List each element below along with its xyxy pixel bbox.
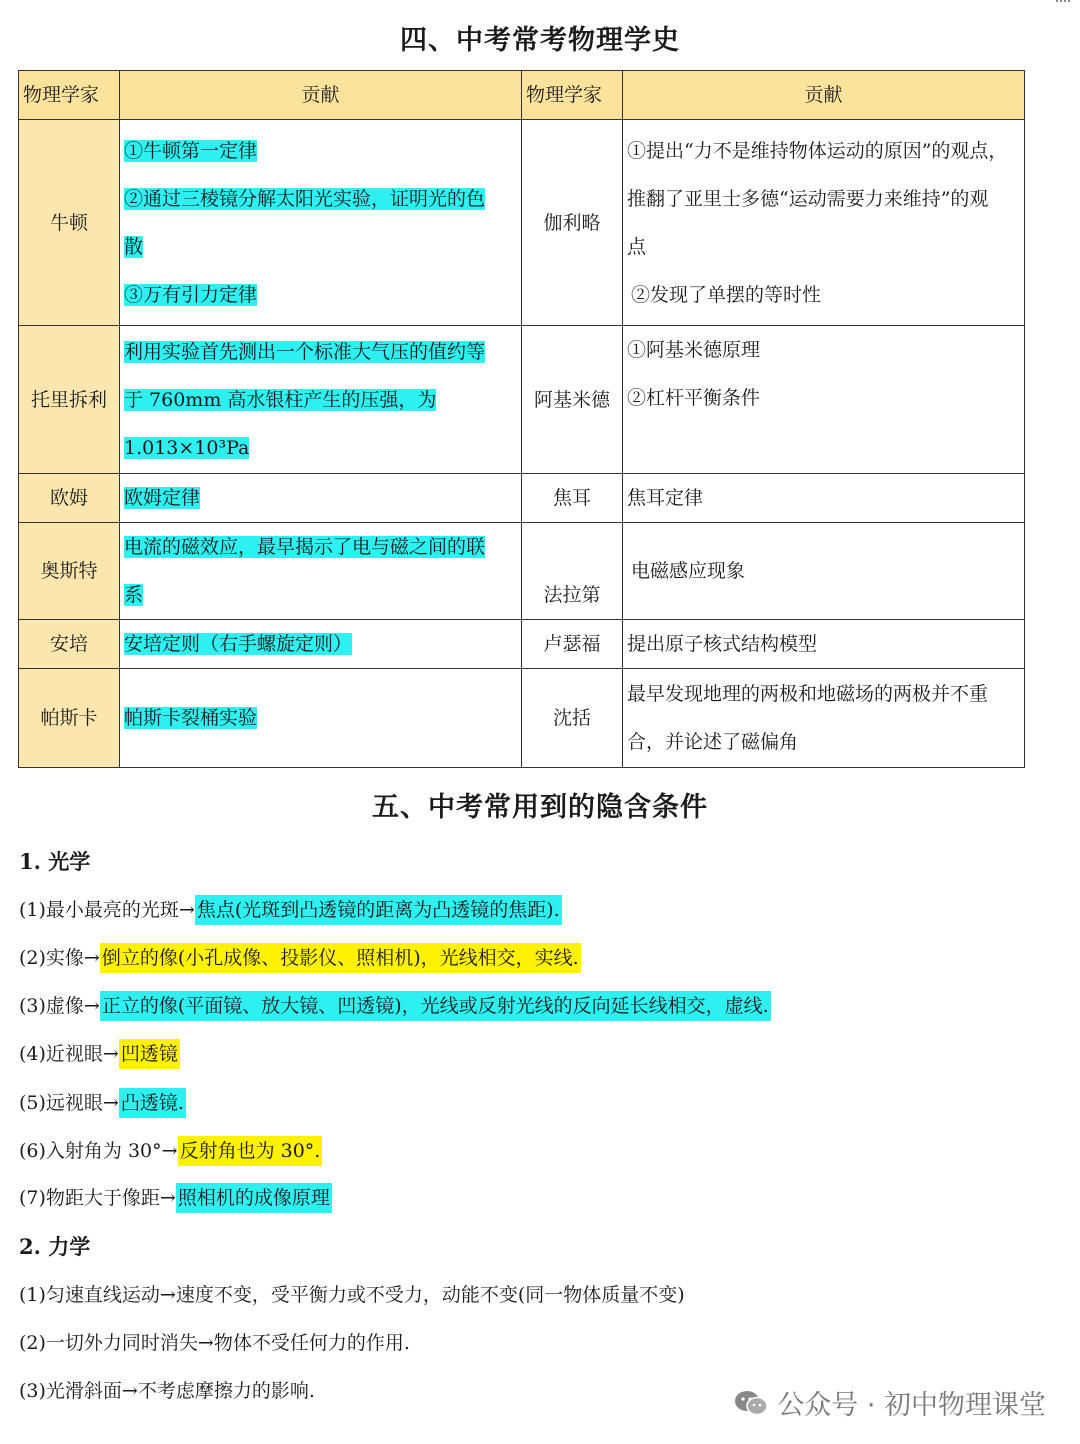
contribution-line: ③万有引力定律 (124, 283, 258, 306)
contribution-line: 安培定则（右手螺旋定则） (124, 633, 353, 655)
mechanics-item: (2)一切外力同时消失→物体不受任何力的作用. (19, 1332, 410, 1354)
item-prefix: (7)物距大于像距→ (19, 1187, 176, 1209)
contribution-line: 散 (124, 235, 144, 258)
item-prefix: (4)近视眼→ (19, 1043, 119, 1065)
item-highlight: 正立的像(平面镜、放大镜、凹透镜)，光线或反射光线的反向延长线相交，虚线. (100, 991, 771, 1021)
header-contribution-1: 贡献 (120, 71, 522, 120)
wechat-icon (733, 1389, 769, 1417)
contribution-line: 点 (627, 235, 647, 258)
item-prefix: (2)实像→ (19, 947, 100, 969)
optics-item (19, 991, 771, 1018)
contribution-line: 系 (124, 584, 144, 606)
physicist-name: 帕斯卡 (19, 669, 120, 768)
contribution-line: ②通过三棱镜分解太阳光实验，证明光的色 (124, 187, 486, 210)
section5-title: 五、中考常用到的隐含条件 (372, 792, 708, 823)
contribution-line: 最早发现地理的两极和地磁场的两极并不重 (627, 683, 989, 705)
contribution-line: ②发现了单摆的等时性 (631, 283, 822, 306)
contribution-line: 利用实验首先测出一个标准大气压的值约等 (124, 340, 486, 363)
contribution-cell (120, 523, 522, 620)
contribution-cell (120, 326, 522, 474)
table-row (19, 669, 1025, 768)
table-row (19, 120, 1025, 326)
header-contribution-2: 贡献 (623, 71, 1025, 120)
optics-item (19, 1088, 186, 1115)
physicist-name: 法拉第 (522, 523, 623, 620)
item-highlight: 倒立的像(小孔成像、投影仪、照相机)，光线相交，实线. (100, 943, 581, 973)
table-row (19, 620, 1025, 669)
contribution-cell (623, 326, 1025, 474)
physicist-name: 欧姆 (19, 474, 120, 523)
physicists-table (18, 70, 1025, 768)
physicist-name: 沈括 (522, 669, 623, 768)
physicist-name: 安培 (19, 620, 120, 669)
item-highlight: 凹透镜 (119, 1039, 180, 1069)
contribution-cell: 提出原子核式结构模型 (623, 620, 1025, 669)
contribution-cell (623, 120, 1025, 326)
contribution-line: 电流的磁效应，最早揭示了电与磁之间的联 (124, 536, 486, 558)
item-highlight: 照相机的成像原理 (176, 1183, 332, 1213)
top-edge-mark (1056, 0, 1070, 6)
contribution-line: 于 760mm 高水银柱产生的压强，为 (124, 388, 437, 411)
table-row (19, 326, 1025, 474)
contribution-line: ①提出“力不是维持物体运动的原因”的观点， (627, 139, 1008, 162)
physicist-name: 阿基米德 (522, 326, 623, 474)
table-row (19, 523, 1025, 620)
item-prefix: (3)虚像→ (19, 995, 100, 1017)
mechanics-item: (3)光滑斜面→不考虑摩擦力的影响. (19, 1380, 315, 1402)
contribution-line: 1.013×10³Pa (124, 436, 250, 459)
contribution-cell (623, 669, 1025, 768)
physicist-name: 牛顿 (19, 120, 120, 326)
contribution-line: ①牛顿第一定律 (124, 139, 258, 162)
contribution-cell (120, 669, 522, 768)
contribution-line: ①阿基米德原理 (627, 339, 761, 361)
contribution-cell (120, 120, 522, 326)
physicist-name: 焦耳 (522, 474, 623, 523)
optics-item (19, 1039, 180, 1066)
contribution-cell: 焦耳定律 (623, 474, 1025, 523)
contribution-line: 推翻了亚里士多德“运动需要力来维持”的观 (627, 187, 989, 210)
contribution-line: 合，并论述了磁偏角 (627, 731, 799, 753)
section4-title: 四、中考常考物理学史 (400, 25, 680, 56)
item-prefix: (1)最小最亮的光斑→ (19, 899, 195, 921)
contribution-cell (120, 620, 522, 669)
optics-item (19, 895, 562, 922)
contribution-line: ②杠杆平衡条件 (627, 387, 761, 409)
optics-heading: 1. 光学 (19, 849, 91, 874)
physicist-name: 伽利略 (522, 120, 623, 326)
item-prefix: (6)入射角为 30°→ (19, 1140, 178, 1162)
contribution-cell: 电磁感应现象 (623, 523, 1025, 620)
item-highlight: 反射角也为 30°. (178, 1136, 323, 1166)
item-highlight: 凸透镜. (119, 1088, 186, 1118)
contribution-line: 欧姆定律 (124, 487, 201, 509)
contribution-line: 帕斯卡裂桶实验 (124, 707, 258, 729)
table-header-row (19, 71, 1025, 120)
item-highlight: 焦点(光斑到凸透镜的距离为凸透镜的焦距). (195, 895, 562, 925)
optics-item (19, 943, 581, 970)
mechanics-heading: 2. 力学 (19, 1234, 91, 1259)
watermark-text: 公众号 · 初中物理课堂 (777, 1390, 1046, 1421)
item-prefix: (5)远视眼→ (19, 1092, 119, 1114)
header-physicist-1: 物理学家 (19, 71, 120, 120)
header-physicist-2: 物理学家 (522, 71, 623, 120)
table-row (19, 474, 1025, 523)
watermark (733, 1383, 1046, 1422)
contribution-cell (120, 474, 522, 523)
optics-item (19, 1183, 332, 1210)
physicist-name: 卢瑟福 (522, 620, 623, 669)
physicist-name: 托里拆利 (19, 326, 120, 474)
optics-item (19, 1136, 322, 1163)
mechanics-item: (1)匀速直线运动→速度不变，受平衡力或不受力，动能不变(同一物体质量不变) (19, 1284, 685, 1306)
physicist-name: 奥斯特 (19, 523, 120, 620)
